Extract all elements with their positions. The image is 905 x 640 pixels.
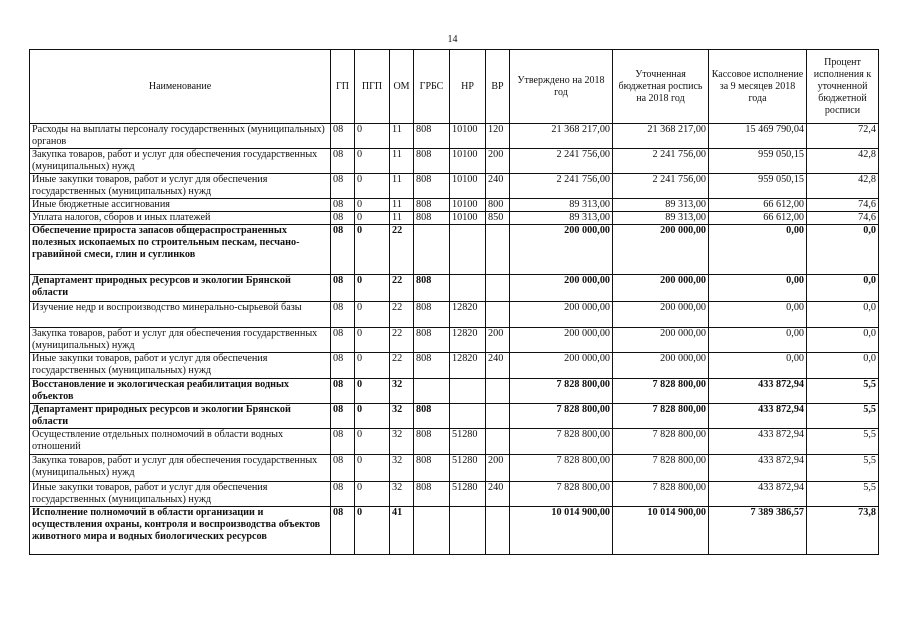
cell-percent: 0,0 [807,225,879,275]
cell-percent: 42,8 [807,149,879,174]
page-number: 14 [447,34,458,45]
table-row [30,455,879,482]
cell-grbs [414,225,450,275]
header-gp: ГП [331,50,355,124]
cell-pgp: 0 [355,225,390,275]
cell-executed: 0,00 [709,275,807,302]
table-body [30,124,879,555]
cell-pgp: 0 [355,149,390,174]
cell-name: Изучение недр и воспроизводство минерально-сырьевой базы [30,302,331,328]
cell-gp: 08 [331,379,355,404]
cell-pgp: 0 [355,302,390,328]
cell-percent: 0,0 [807,275,879,302]
cell-np [450,507,486,555]
table-row [30,328,879,353]
cell-grbs [414,379,450,404]
cell-executed: 959 050,15 [709,149,807,174]
cell-pgp: 0 [355,212,390,225]
table-row [30,225,879,275]
cell-gp: 08 [331,429,355,455]
cell-om: 11 [390,199,414,212]
cell-executed: 66 612,00 [709,199,807,212]
cell-om: 32 [390,379,414,404]
cell-np: 51280 [450,429,486,455]
cell-percent: 42,8 [807,174,879,199]
cell-om: 11 [390,174,414,199]
cell-executed: 433 872,94 [709,455,807,482]
cell-revised: 200 000,00 [613,275,709,302]
cell-np: 10100 [450,212,486,225]
table-row [30,404,879,429]
cell-vr: 120 [486,124,510,149]
header-grbs: ГРБС [414,50,450,124]
cell-approved: 200 000,00 [510,328,613,353]
cell-percent: 5,5 [807,455,879,482]
cell-np: 10100 [450,174,486,199]
cell-executed: 0,00 [709,225,807,275]
cell-vr: 240 [486,353,510,379]
cell-executed: 433 872,94 [709,429,807,455]
cell-revised: 89 313,00 [613,199,709,212]
cell-executed: 66 612,00 [709,212,807,225]
cell-name: Закупка товаров, работ и услуг для обеспечения государственных (муниципальных) нужд [30,455,331,482]
cell-pgp: 0 [355,328,390,353]
cell-approved: 7 828 800,00 [510,429,613,455]
cell-np: 51280 [450,482,486,507]
cell-pgp: 0 [355,124,390,149]
cell-revised: 200 000,00 [613,302,709,328]
cell-pgp: 0 [355,404,390,429]
cell-executed: 0,00 [709,328,807,353]
cell-gp: 08 [331,482,355,507]
cell-percent: 0,0 [807,328,879,353]
cell-revised: 7 828 800,00 [613,455,709,482]
cell-np: 12820 [450,353,486,379]
cell-executed: 959 050,15 [709,174,807,199]
header-percent: Процент исполнения к уточненной бюджетной росписи [807,50,879,124]
cell-revised: 7 828 800,00 [613,429,709,455]
header-executed: Кассовое исполнение за 9 месяцев 2018 года [709,50,807,124]
cell-gp: 08 [331,302,355,328]
cell-pgp: 0 [355,353,390,379]
cell-percent: 5,5 [807,379,879,404]
cell-np: 12820 [450,328,486,353]
cell-revised: 21 368 217,00 [613,124,709,149]
cell-name: Иные бюджетные ассигнования [30,199,331,212]
cell-approved: 200 000,00 [510,225,613,275]
table-row [30,275,879,302]
cell-gp: 08 [331,225,355,275]
cell-approved: 200 000,00 [510,353,613,379]
cell-executed: 7 389 386,57 [709,507,807,555]
header-approved: Утверждено на 2018 год [510,50,613,124]
header-om: ОМ [390,50,414,124]
cell-approved: 7 828 800,00 [510,455,613,482]
cell-om: 22 [390,328,414,353]
table-row [30,302,879,328]
cell-vr [486,302,510,328]
cell-percent: 5,5 [807,404,879,429]
cell-pgp: 0 [355,174,390,199]
cell-om: 22 [390,275,414,302]
cell-executed: 15 469 790,04 [709,124,807,149]
cell-pgp: 0 [355,379,390,404]
cell-approved: 89 313,00 [510,199,613,212]
cell-om: 32 [390,404,414,429]
cell-om: 32 [390,482,414,507]
header-pgp: ПГП [355,50,390,124]
cell-grbs: 808 [414,328,450,353]
cell-gp: 08 [331,149,355,174]
table-row [30,353,879,379]
cell-name: Иные закупки товаров, работ и услуг для обеспечения государственных (муниципальных) нужд [30,482,331,507]
cell-approved: 21 368 217,00 [510,124,613,149]
cell-gp: 08 [331,124,355,149]
cell-revised: 200 000,00 [613,328,709,353]
cell-np: 10100 [450,199,486,212]
cell-gp: 08 [331,212,355,225]
cell-percent: 73,8 [807,507,879,555]
cell-approved: 200 000,00 [510,275,613,302]
cell-percent: 5,5 [807,429,879,455]
cell-name: Закупка товаров, работ и услуг для обеспечения государственных (муниципальных) нужд [30,328,331,353]
cell-grbs: 808 [414,302,450,328]
cell-executed: 433 872,94 [709,482,807,507]
cell-name: Департамент природных ресурсов и экологии Брянской области [30,275,331,302]
cell-approved: 89 313,00 [510,212,613,225]
cell-percent: 5,5 [807,482,879,507]
cell-om: 22 [390,302,414,328]
cell-vr: 200 [486,455,510,482]
table-row [30,429,879,455]
cell-approved: 7 828 800,00 [510,379,613,404]
cell-revised: 10 014 900,00 [613,507,709,555]
table-row [30,124,879,149]
cell-pgp: 0 [355,482,390,507]
cell-grbs: 808 [414,429,450,455]
cell-name: Расходы на выплаты персоналу государственных (муниципальных) органов [30,124,331,149]
cell-approved: 7 828 800,00 [510,482,613,507]
cell-revised: 7 828 800,00 [613,482,709,507]
cell-executed: 0,00 [709,302,807,328]
cell-gp: 08 [331,353,355,379]
budget-table [29,49,879,555]
cell-percent: 72,4 [807,124,879,149]
header-revised: Уточненная бюджетная роспись на 2018 год [613,50,709,124]
cell-percent: 74,6 [807,212,879,225]
cell-grbs: 808 [414,353,450,379]
cell-vr [486,379,510,404]
cell-percent: 74,6 [807,199,879,212]
cell-name: Обеспечение прироста запасов общераспространенных полезных ископаемых по строительным пескам, песчано-гравийной смеси, глин и суглинков [30,225,331,275]
table-row [30,212,879,225]
cell-np: 10100 [450,124,486,149]
table-row [30,379,879,404]
cell-grbs: 808 [414,149,450,174]
cell-om: 22 [390,225,414,275]
cell-gp: 08 [331,174,355,199]
cell-name: Уплата налогов, сборов и иных платежей [30,212,331,225]
cell-name: Исполнение полномочий в области организации и осуществления охраны, контроля и воспроизводства объектов животного мира и водных биологических ресурсов [30,507,331,555]
cell-om: 32 [390,455,414,482]
cell-grbs: 808 [414,212,450,225]
cell-revised: 89 313,00 [613,212,709,225]
cell-np [450,225,486,275]
cell-revised: 2 241 756,00 [613,149,709,174]
cell-name: Иные закупки товаров, работ и услуг для обеспечения государственных (муниципальных) нужд [30,174,331,199]
table-row [30,507,879,555]
cell-grbs [414,507,450,555]
cell-grbs: 808 [414,275,450,302]
cell-om: 32 [390,429,414,455]
cell-revised: 7 828 800,00 [613,379,709,404]
cell-vr: 850 [486,212,510,225]
cell-vr [486,225,510,275]
cell-approved: 2 241 756,00 [510,149,613,174]
cell-np [450,404,486,429]
cell-om: 11 [390,124,414,149]
cell-approved: 200 000,00 [510,302,613,328]
cell-grbs: 808 [414,124,450,149]
cell-name: Иные закупки товаров, работ и услуг для обеспечения государственных (муниципальных) нужд [30,353,331,379]
cell-grbs: 808 [414,199,450,212]
cell-revised: 7 828 800,00 [613,404,709,429]
cell-revised: 2 241 756,00 [613,174,709,199]
cell-vr [486,275,510,302]
cell-np: 10100 [450,149,486,174]
cell-gp: 08 [331,404,355,429]
cell-np: 12820 [450,302,486,328]
header-vr: ВР [486,50,510,124]
cell-vr: 240 [486,174,510,199]
cell-pgp: 0 [355,455,390,482]
cell-pgp: 0 [355,199,390,212]
cell-om: 22 [390,353,414,379]
cell-revised: 200 000,00 [613,353,709,379]
cell-pgp: 0 [355,507,390,555]
cell-grbs: 808 [414,482,450,507]
cell-name: Департамент природных ресурсов и экологии Брянской области [30,404,331,429]
cell-om: 41 [390,507,414,555]
cell-vr: 200 [486,149,510,174]
cell-vr: 200 [486,328,510,353]
table-row [30,149,879,174]
header-name: Наименование [30,50,331,124]
cell-name: Восстановление и экологическая реабилитация водных объектов [30,379,331,404]
cell-approved: 7 828 800,00 [510,404,613,429]
cell-gp: 08 [331,199,355,212]
cell-np: 51280 [450,455,486,482]
cell-name: Закупка товаров, работ и услуг для обеспечения государственных (муниципальных) нужд [30,149,331,174]
table-row [30,482,879,507]
cell-om: 11 [390,212,414,225]
cell-executed: 433 872,94 [709,404,807,429]
cell-revised: 200 000,00 [613,225,709,275]
cell-np [450,379,486,404]
cell-gp: 08 [331,328,355,353]
cell-grbs: 808 [414,174,450,199]
cell-pgp: 0 [355,429,390,455]
cell-gp: 08 [331,275,355,302]
cell-approved: 10 014 900,00 [510,507,613,555]
cell-vr: 240 [486,482,510,507]
cell-executed: 433 872,94 [709,379,807,404]
cell-name: Осуществление отдельных полномочий в области водных отношений [30,429,331,455]
cell-pgp: 0 [355,275,390,302]
header-row [30,50,879,124]
cell-approved: 2 241 756,00 [510,174,613,199]
cell-np [450,275,486,302]
cell-om: 11 [390,149,414,174]
cell-percent: 0,0 [807,353,879,379]
cell-vr [486,429,510,455]
cell-gp: 08 [331,507,355,555]
cell-grbs: 808 [414,455,450,482]
table-row [30,174,879,199]
cell-vr: 800 [486,199,510,212]
cell-vr [486,507,510,555]
cell-grbs: 808 [414,404,450,429]
cell-percent: 0,0 [807,302,879,328]
table-row [30,199,879,212]
cell-executed: 0,00 [709,353,807,379]
cell-gp: 08 [331,455,355,482]
header-np: НР [450,50,486,124]
cell-vr [486,404,510,429]
